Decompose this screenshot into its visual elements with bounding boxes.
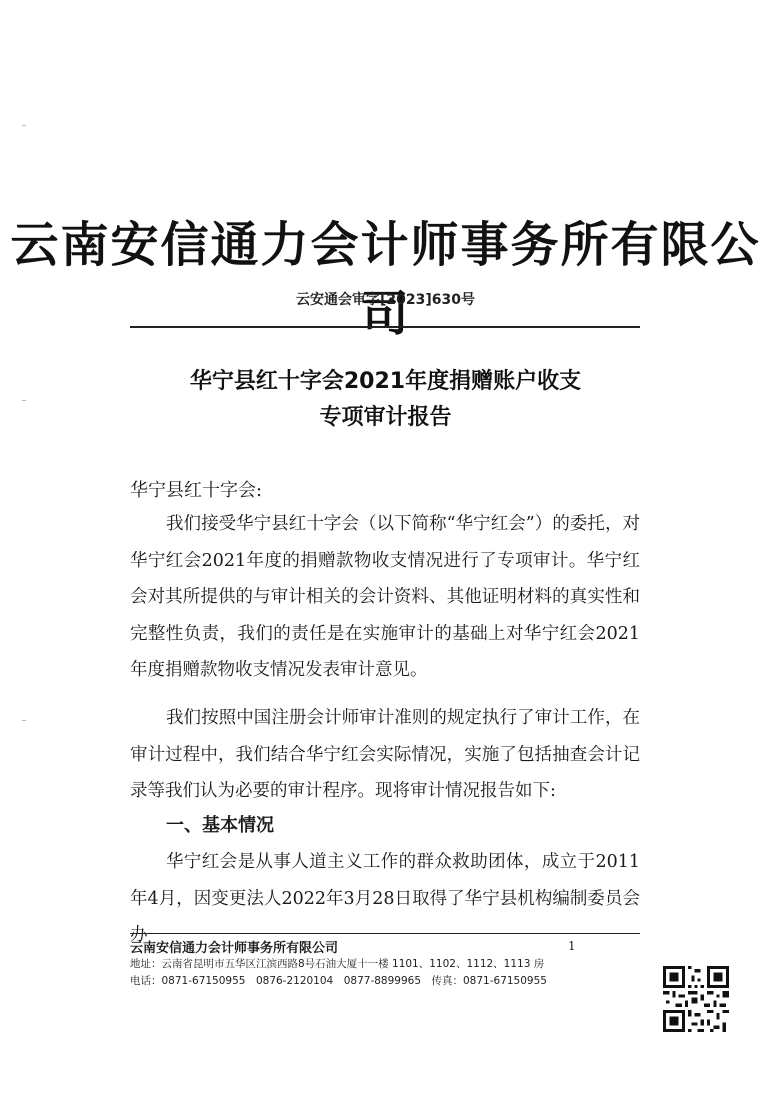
page-number: 1 <box>568 939 576 953</box>
report-title-line-2: 专项审计报告 <box>319 405 452 430</box>
paragraph-audit-procedures: 我们按照中国注册会计师审计准则的规定执行了审计工作，在审计过程中，我们结合华宁红会实际情况，实施了包括抽查会计记录等我们认为必要的审计程序。现将审计情况报告如下: <box>130 708 640 801</box>
firm-name-heading: 云南安信通力会计师事务所有限公司 <box>10 217 761 342</box>
addressee: 华宁县红十字会: <box>130 480 263 501</box>
footer-firm-name: 云南安信通力会计师事务所有限公司 <box>130 941 339 956</box>
paragraph-basic-info: 华宁红会是从事人道主义工作的群众救助团体，成立于2011年4月，因变更法人2022年3月28日取得了华宁县机构编制委员会办 <box>130 852 640 945</box>
qr-code-icon[interactable] <box>663 966 729 1032</box>
report-title-line-1: 华宁县红十字会2021年度捐赠账户收支 <box>189 369 582 394</box>
footer-divider <box>130 933 640 934</box>
scan-mark <box>22 125 26 126</box>
scan-mark <box>22 720 26 721</box>
section-heading-basic-info: 一、基本情况 <box>166 815 274 836</box>
header-divider <box>130 326 640 328</box>
document-number: 云安通会审字[2023]630号 <box>296 292 475 308</box>
paragraph-engagement: 我们接受华宁县红十字会（以下简称“华宁红会”）的委托，对华宁红会2021年度的捐赠款物收支情况进行了专项审计。华宁红会对其所提供的与审计相关的会计资料、其他证明材料的真实性和完整性负责，我们的责任是在实施审计的基础上对华宁红会2021年度捐赠款物收支情况发表审计意见。 <box>130 514 640 680</box>
footer-address: 地址：云南省昆明市五华区江滨西路8号石油大厦十一楼 1101、1102、1112、1113 房 <box>130 958 545 970</box>
footer-phone-numbers: 电话：0871-67150955 0876-2120104 0877-8899965 传真：0871-67150955 <box>130 975 547 987</box>
